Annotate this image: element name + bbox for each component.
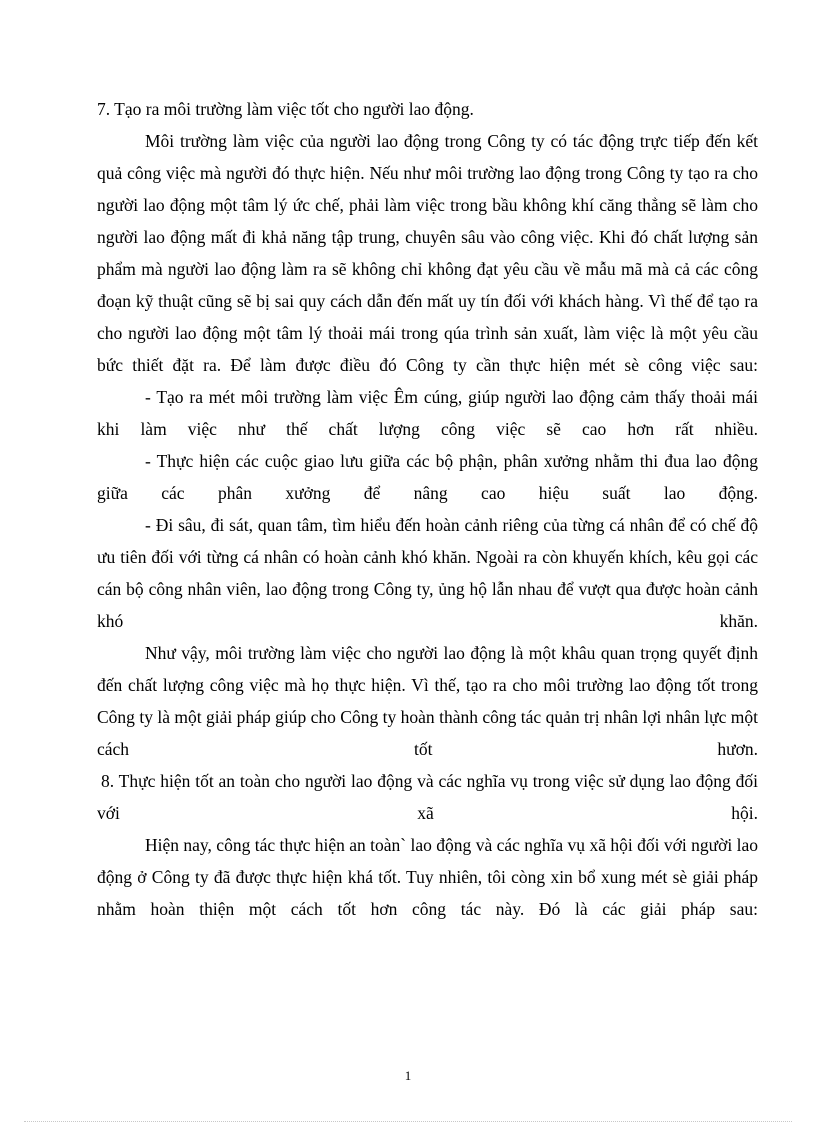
- bullet-item-2: - Thực hiện các cuộc giao lưu giữa các bộ phận, phân xưởng nhằm thi đua lao động giữa các phân xưởng để nâng cao hiệu suất lao động.: [97, 451, 758, 503]
- paragraph-conclusion: Như vậy, môi trường làm việc cho người lao động là một khâu quan trọng quyết định đến chất lượng công việc mà họ thực hiện. Vì thế, tạo ra cho môi trường lao động tốt trong Công ty là một giải pháp giúp cho Công ty hoàn thành công tác quản trị nhân lợi nhân lực một cách tốt hươn.: [97, 643, 758, 759]
- paragraph-safety: Hiện nay, công tác thực hiện an toàn` lao động và các nghĩa vụ xã hội đối với người lao động ở Công ty đã được thực hiện khá tốt. Tuy nhiên, tôi còng xin bổ xung mét sè giải pháp nhằm hoàn thiện một cách tốt hơn công tác này. Đó là các giải pháp sau:: [97, 835, 758, 919]
- document-body: [97, 93, 758, 925]
- page-number: 1: [404, 1068, 412, 1083]
- section-heading-7: 7. Tạo ra môi trường làm việc tốt cho người lao động.: [97, 99, 474, 119]
- section-heading-8: 8. Thực hiện tốt an toàn cho người lao động và các nghĩa vụ trong việc sử dụng lao động đối với xã hội.: [97, 771, 758, 823]
- bullet-item-1: - Tạo ra mét môi trường làm việc Êm cúng, giúp người lao động cảm thấy thoải mái khi làm việc như thế chất lượng công việc sẽ cao hơn rất nhiều.: [97, 387, 758, 439]
- bullet-item-3: - Đi sâu, đi sát, quan tâm, tìm hiểu đến hoàn cảnh riêng của từng cá nhân để có chế độ ưu tiên đối với từng cá nhân có hoàn cảnh khó khăn. Ngoài ra còn khuyến khích, kêu gọi các cán bộ công nhân viên, lao động trong Công ty, ủng hộ lẫn nhau để vượt qua được hoàn cảnh khó khăn.: [97, 515, 758, 631]
- page-bottom-divider: [24, 1121, 792, 1122]
- paragraph-work-environment: Môi trường làm việc của người lao động trong Công ty có tác động trực tiếp đến kết quả công việc mà người đó thực hiện. Nếu như môi trường lao động trong Công ty tạo ra cho người lao động một tâm lý ức chế, phải làm việc trong bầu không khí căng thẳng sẽ làm cho người lao động mất đi khả năng tập trung, chuyên sâu vào công việc. Khi đó chất lượng sản phẩm mà người lao động làm ra sẽ không chỉ không đạt yêu cầu về mẫu mã mà cả các công đoạn kỹ thuật cũng sẽ bị sai quy cách dẫn đến mất uy tín đối với khách hàng. Vì thế để tạo ra cho người lao động một tâm lý thoải mái trong qúa trình sản xuất, làm việc là một yêu cầu bức thiết đặt ra. Để làm được điều đó Công ty cần thực hiện mét sè công việc sau:: [97, 131, 758, 375]
